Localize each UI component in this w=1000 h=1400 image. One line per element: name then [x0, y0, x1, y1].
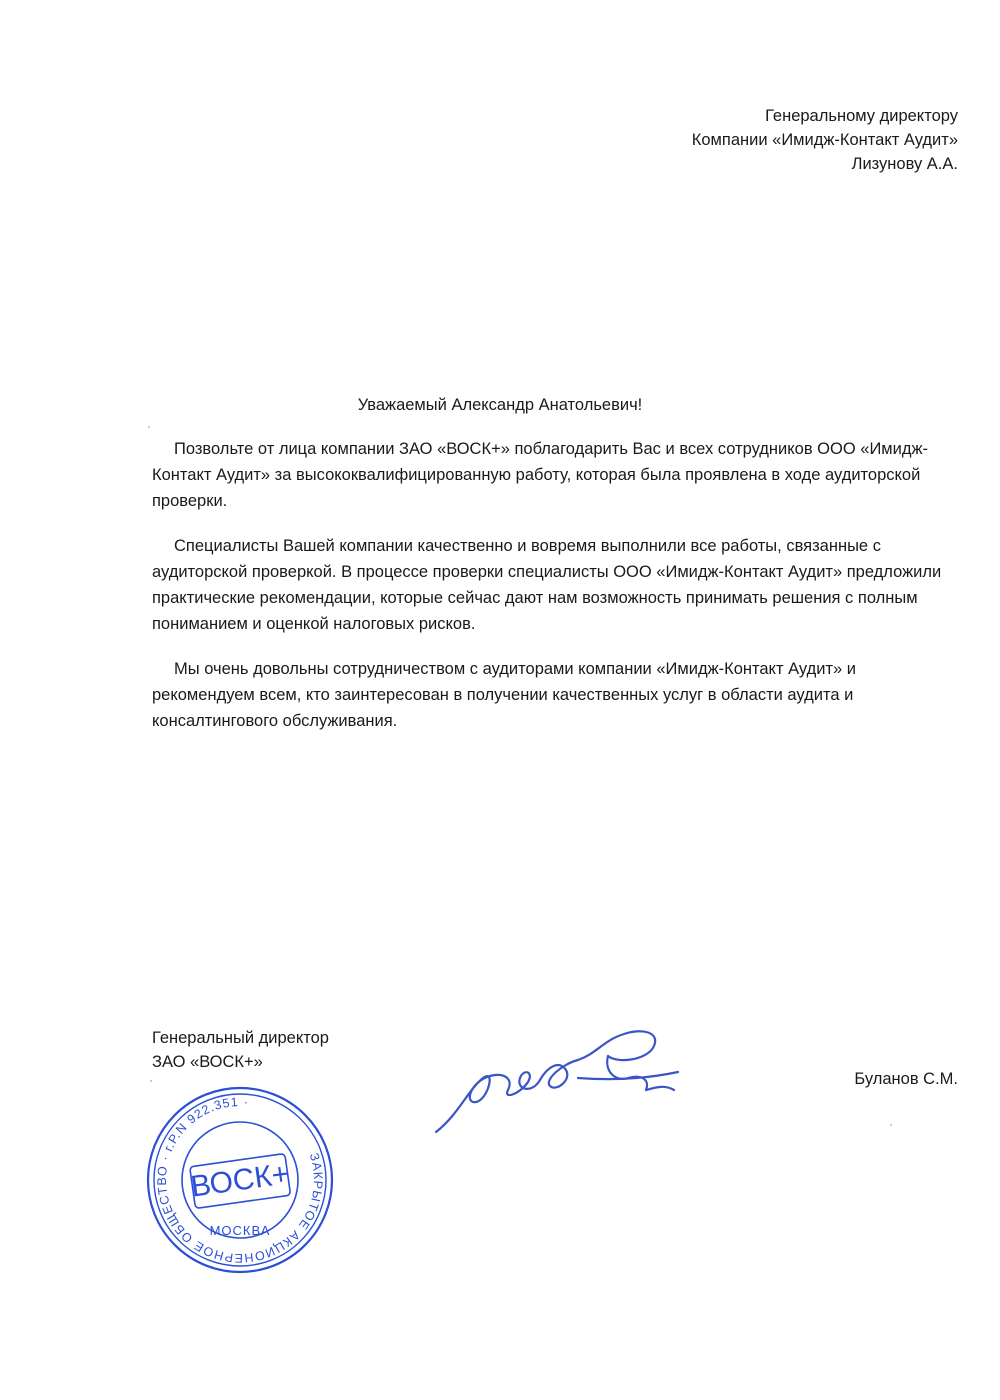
letter-body	[152, 436, 942, 753]
seal-outer-text: ЗАКРЫТОЕ АКЦИОНЕРНОЕ ОБЩЕСТВО · г.Р.N 922.351 ·	[154, 1094, 326, 1266]
paragraph-3: Мы очень довольны сотрудничеством с аудиторами компании «Имидж-Контакт Аудит» и рекомендуем всем, кто заинтересован в получении качественных услуг в области аудита и консалтингового обслуживания.	[152, 660, 857, 730]
signatory-company: ЗАО «ВОСК+»	[152, 1053, 263, 1071]
signatory-name: Буланов С.М.	[854, 1070, 958, 1088]
seal-bottom-text: МОСКВА	[209, 1223, 271, 1238]
salutation: Уважаемый Александр Анатольевич!	[357, 396, 643, 414]
scan-speck	[148, 426, 150, 428]
scan-speck	[150, 1080, 152, 1082]
signatory-block	[152, 1026, 329, 1074]
addressee-company: Компании «Имидж-Контакт Аудит»	[691, 131, 958, 149]
addressee-name: Лизунову А.А.	[851, 155, 958, 173]
addressee-position: Генеральному директору	[765, 107, 958, 125]
paragraph-1: Позвольте от лица компании ЗАО «ВОСК+» поблагодарить Вас и всех сотрудников ООО «Имидж-Контакт Аудит» за высококвалифицированную работу, которая была проявлена в ходе аудиторской проверки.	[152, 440, 929, 510]
paragraph-2: Специалисты Вашей компании качественно и вовремя выполнили все работы, связанные с аудиторской проверкой. В процессе проверки специалисты ООО «Имидж-Контакт Аудит» предложили практические рекомендации, которые сейчас дают нам возможность принимать решения с полным пониманием и оценкой налоговых рисков.	[152, 537, 942, 633]
addressee-block	[692, 104, 958, 176]
seal-center-text: ВОСК+	[188, 1157, 292, 1204]
signatory-position: Генеральный директор	[152, 1029, 329, 1047]
company-seal	[140, 1080, 340, 1280]
handwritten-signature	[428, 1020, 698, 1140]
scan-speck	[890, 1124, 892, 1126]
